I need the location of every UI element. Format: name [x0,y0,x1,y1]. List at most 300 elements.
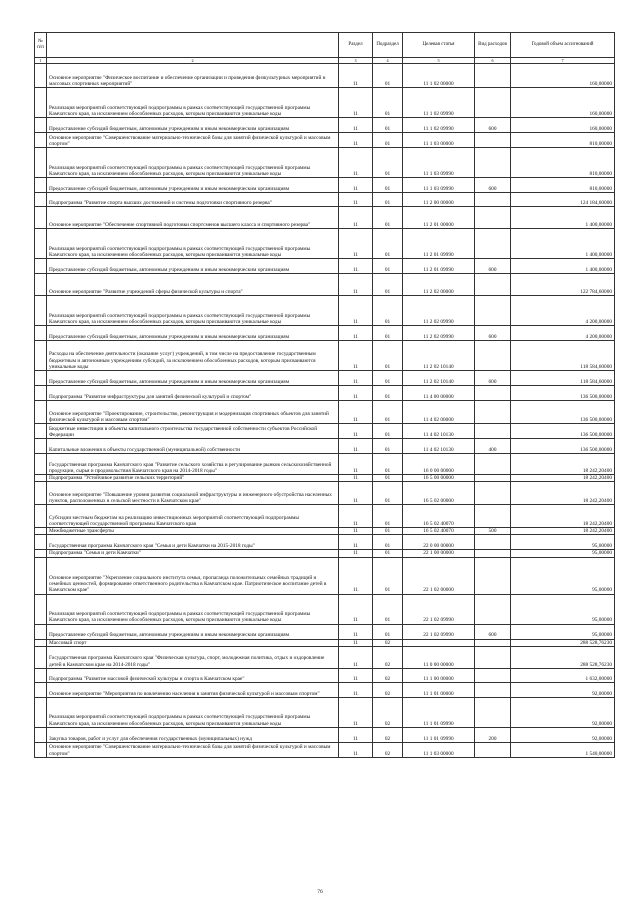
row-podrazdel: 01 [373,229,403,259]
row-razdel: 11 [339,259,373,274]
row-podrazdel: 01 [373,274,403,296]
table-body [35,64,615,758]
row-csr: 11 2 01 09990 [403,229,475,259]
row-podrazdel: 01 [373,386,403,401]
table-row [35,727,615,742]
row-csr: 11 4 02 00000 [403,401,475,424]
table-row [35,296,615,326]
row-razdel: 11 [339,668,373,682]
row-podrazdel: 01 [373,482,403,505]
row-name: Основное мероприятие "Совершенствование материально-технической базы для занятий физической культурой и массовым спортом" [47,133,339,148]
header-num: № п/п [35,33,47,58]
row-sum: 95,00000 [511,624,615,639]
table-row [35,668,615,682]
row-name: Закупка товаров, работ и услуг для обеспечения государственных (муниципальных) нужд [47,727,339,742]
row-vr [475,193,511,207]
row-number [35,557,47,594]
row-razdel: 11 [339,557,373,594]
row-name: Основное мероприятие "Развитие учреждений сферы физической культуры и спорта" [47,274,339,296]
row-csr: 11 1 02 09990 [403,118,475,133]
row-podrazdel: 01 [373,550,403,557]
row-name: Бюджетные инвестиции в объекты капитального строительства государственной собственности субъектов Российской Федерации [47,424,339,439]
row-csr: 11 2 01 09990 [403,259,475,274]
row-name: Субсидии местным бюджетам на реализацию инвестиционных мероприятий соответствующей подпрограммы соответствующей государственной программы Камчатского края [47,505,339,528]
row-csr: 16 5 02 00000 [403,482,475,505]
row-vr [475,424,511,439]
row-podrazdel: 01 [373,341,403,371]
row-number [35,193,47,207]
row-number [35,148,47,178]
row-podrazdel: 02 [373,697,403,727]
row-number [35,475,47,482]
row-sum: 18 242,20400 [511,482,615,505]
row-vr [475,639,511,646]
column-number: 6 [475,58,511,64]
row-razdel: 11 [339,296,373,326]
row-razdel: 11 [339,475,373,482]
row-number [35,274,47,296]
row-podrazdel: 01 [373,475,403,482]
row-sum: 160,00000 [511,64,615,88]
row-vr [475,482,511,505]
row-razdel: 11 [339,326,373,341]
row-vr [475,133,511,148]
row-sum: 95,00000 [511,535,615,550]
row-csr: 22 1 00 00000 [403,550,475,557]
header-podrazdel: Подраздел [373,33,403,58]
row-name: Основное мероприятие "Физическое воспитание и обеспечение организации и проведения физкультурных мероприятий и массовых спортивных мероприятий" [47,64,339,88]
row-number [35,296,47,326]
row-name: Реализация мероприятий соответствующей подпрограммы в рамках соответствующей государственной программы Камчатского края, за исключением обособленных расходов, которым присваиваются уникальные коды [47,594,339,624]
row-vr: 500 [475,528,511,535]
table-row [35,742,615,757]
row-sum: 118 584,60000 [511,371,615,386]
row-number [35,727,47,742]
row-name: Реализация мероприятий соответствующей подпрограммы в рамках соответствующей государственной программы Камчатского края, за исключением обособленных расходов, которым присваиваются уникальные коды [47,88,339,118]
table-row [35,64,615,88]
row-podrazdel: 01 [373,178,403,193]
row-csr: 22 1 02 09990 [403,594,475,624]
row-podrazdel: 02 [373,668,403,682]
row-number [35,401,47,424]
row-razdel: 11 [339,742,373,757]
row-sum: 18 242,20400 [511,528,615,535]
row-vr: 600 [475,326,511,341]
header-name [47,33,339,58]
row-sum: 136 500,00000 [511,386,615,401]
row-razdel: 11 [339,697,373,727]
row-name: Основное мероприятие "Повышение уровня развития социальной инфраструктуры и инженерного обустройства населенных пунктов, расположенных в сельской местности в Камчатском крае" [47,482,339,505]
row-number [35,535,47,550]
row-name: Расходы на обеспечение деятельности (оказание услуг) учреждений, в том числе на предоставление государственным бюджетным и автономным учреждениям субсидий, за исключением обособленных расходов, которым присваиваются уникальные коды [47,341,339,371]
table-row [35,207,615,229]
row-name: Предоставление субсидий бюджетным, автономным учреждениям и иным некоммерческим организациям [47,178,339,193]
row-number [35,697,47,727]
header-sum: Годовой объем ассигнований [511,33,615,58]
row-csr: 11 2 02 10140 [403,371,475,386]
table-row [35,439,615,454]
row-name: Предоставление субсидий бюджетным, автономным учреждениям и иным некоммерческим организациям [47,259,339,274]
row-vr [475,646,511,668]
row-vr [475,535,511,550]
table-row [35,371,615,386]
row-razdel: 11 [339,133,373,148]
row-razdel: 11 [339,424,373,439]
row-csr: 11 2 02 10140 [403,341,475,371]
row-csr: 22 0 00 00000 [403,535,475,550]
row-number [35,386,47,401]
row-razdel: 11 [339,341,373,371]
row-razdel: 11 [339,639,373,646]
page-number: 76 [317,889,323,895]
row-number [35,505,47,528]
table-header [35,33,615,64]
row-razdel: 11 [339,229,373,259]
row-podrazdel: 01 [373,594,403,624]
row-number [35,207,47,229]
column-number: 5 [403,58,475,64]
row-razdel: 11 [339,88,373,118]
row-name: Капитальные вложения в объекты государственной (муниципальной) собственности [47,439,339,454]
row-number [35,482,47,505]
row-name: Подпрограмма "Развитие инфраструктуры для занятий физической культурой и спортом" [47,386,339,401]
row-podrazdel: 01 [373,401,403,424]
row-number [35,178,47,193]
row-name: Основное мероприятие "Мероприятия по вовлечению населения в занятия физической культурой и массовым спортом" [47,682,339,697]
row-vr: 600 [475,178,511,193]
row-sum: 95,00000 [511,557,615,594]
row-number [35,439,47,454]
row-razdel: 11 [339,274,373,296]
row-csr: 11 4 02 10130 [403,424,475,439]
row-csr: 11 1 03 09990 [403,148,475,178]
table-row [35,424,615,439]
row-sum: 1 540,00000 [511,742,615,757]
row-razdel: 11 [339,624,373,639]
row-sum: 18 242,20400 [511,505,615,528]
budget-allocation-table [34,32,615,758]
column-number: 4 [373,58,403,64]
table-row [35,528,615,535]
row-name: Предоставление субсидий бюджетным, автономным учреждениям и иным некоммерческим организациям [47,624,339,639]
row-sum: 810,00000 [511,148,615,178]
column-number: 2 [47,58,339,64]
row-podrazdel: 01 [373,64,403,88]
row-csr: 11 2 00 00000 [403,193,475,207]
row-podrazdel: 02 [373,727,403,742]
table-row [35,178,615,193]
table-row [35,535,615,550]
row-sum: 136 500,00000 [511,439,615,454]
row-csr: 16 5 02 40070 [403,528,475,535]
row-podrazdel: 01 [373,296,403,326]
row-number [35,639,47,646]
row-csr: 16 5 00 00000 [403,475,475,482]
row-csr: 11 2 02 09990 [403,326,475,341]
row-podrazdel: 01 [373,371,403,386]
row-number [35,118,47,133]
row-podrazdel: 01 [373,535,403,550]
row-name: Государственная программа Камчатского края "Развитие сельского хозяйства и регулирование рынков сельскохозяйственной продукции, сырья и продовольствия Камчатского края на 2014-2018 годы" [47,454,339,475]
row-name: Подпрограмма "Устойчивое развитие сельских территорий" [47,475,339,482]
row-razdel: 11 [339,528,373,535]
row-number [35,326,47,341]
row-podrazdel: 01 [373,148,403,178]
row-podrazdel: 02 [373,639,403,646]
row-csr: 22 1 02 00000 [403,557,475,594]
row-podrazdel: 01 [373,193,403,207]
row-number [35,594,47,624]
row-number [35,64,47,88]
row-csr: 11 1 01 09990 [403,727,475,742]
header-vr: Вид расходов [475,33,511,58]
row-sum: 1 400,00000 [511,229,615,259]
row-vr [475,88,511,118]
table-row [35,550,615,557]
row-razdel: 11 [339,682,373,697]
row-name: Реализация мероприятий соответствующей подпрограммы в рамках соответствующей государственной программы Камчатского края, за исключением обособленных расходов, которым присваиваются уникальные коды [47,697,339,727]
row-sum: 118 584,60000 [511,341,615,371]
table-row [35,229,615,259]
row-razdel: 11 [339,482,373,505]
row-razdel: 11 [339,193,373,207]
table-row [35,682,615,697]
row-podrazdel: 01 [373,88,403,118]
row-number [35,371,47,386]
row-number [35,682,47,697]
row-podrazdel: 01 [373,118,403,133]
row-podrazdel: 01 [373,557,403,594]
row-razdel: 11 [339,386,373,401]
row-razdel: 11 [339,64,373,88]
row-sum: 92,00000 [511,682,615,697]
row-vr [475,386,511,401]
row-name: Межбюджетные трансферты [47,528,339,535]
row-razdel: 11 [339,646,373,668]
row-name: Государственная программа Камчатского края "Семья и дети Камчатки на 2015-2018 годы" [47,535,339,550]
row-razdel: 11 [339,401,373,424]
row-number [35,528,47,535]
row-csr: 11 4 02 10130 [403,439,475,454]
table-row [35,259,615,274]
table-row [35,557,615,594]
table-row [35,646,615,668]
row-number [35,88,47,118]
row-name: Основное мероприятие "Укрепление социального института семьи, пропаганда положительных семейных традиций и семейных ценностей, формирование ответственного родительства в Камчатском крае. Патриотическое воспитание детей в Камчатском крае" [47,557,339,594]
row-razdel: 11 [339,118,373,133]
row-vr [475,550,511,557]
row-number [35,624,47,639]
row-number [35,454,47,475]
row-podrazdel: 01 [373,259,403,274]
table-row [35,624,615,639]
column-number: 3 [339,58,373,64]
row-razdel: 11 [339,505,373,528]
row-name: Предоставление субсидий бюджетным, автономным учреждениям и иным некоммерческим организациям [47,326,339,341]
row-razdel: 11 [339,535,373,550]
row-sum: 810,00000 [511,178,615,193]
row-csr: 16 5 02 40070 [403,505,475,528]
row-razdel: 11 [339,454,373,475]
row-podrazdel: 01 [373,528,403,535]
row-vr [475,296,511,326]
row-vr [475,682,511,697]
row-vr [475,668,511,682]
row-number [35,646,47,668]
table-row [35,454,615,475]
row-csr: 11 1 03 09990 [403,178,475,193]
row-name: Подпрограмма "Развитие массовой физической культуры и спорта в Камчатском крае" [47,668,339,682]
row-podrazdel: 01 [373,624,403,639]
row-number [35,550,47,557]
row-vr [475,697,511,727]
row-sum: 4 200,00000 [511,326,615,341]
row-vr [475,475,511,482]
row-name: Основное мероприятие "Обеспечение спортивной подготовки спортсменов высшего класса и спортивного резерва" [47,207,339,229]
row-sum: 92,00000 [511,727,615,742]
row-name: Основное мероприятие "Совершенствование материально-технической базы для занятий физической культурой и массовым спортом" [47,742,339,757]
row-sum: 124 184,60000 [511,193,615,207]
row-sum: 160,00000 [511,88,615,118]
row-razdel: 11 [339,178,373,193]
row-name: Подпрограмма "Развитие спорта высших достижений и системы подготовки спортивного резерва" [47,193,339,207]
row-podrazdel: 01 [373,326,403,341]
row-vr [475,454,511,475]
row-sum: 136 500,00000 [511,424,615,439]
row-sum: 122 784,60000 [511,274,615,296]
row-sum: 1 400,00000 [511,259,615,274]
row-sum: 160,00000 [511,118,615,133]
table-row [35,482,615,505]
row-number [35,259,47,274]
row-csr: 11 1 00 00000 [403,668,475,682]
row-podrazdel: 01 [373,133,403,148]
table-row [35,193,615,207]
table-row [35,697,615,727]
row-csr [403,639,475,646]
row-vr [475,229,511,259]
row-csr: 11 2 02 00000 [403,274,475,296]
row-podrazdel: 01 [373,207,403,229]
row-razdel: 11 [339,207,373,229]
row-vr: 600 [475,371,511,386]
row-vr [475,557,511,594]
row-name: Реализация мероприятий соответствующей подпрограммы в рамках соответствующей государственной программы Камчатского края, за исключением обособленных расходов, которым присваиваются уникальные коды [47,229,339,259]
row-podrazdel: 01 [373,424,403,439]
budget-table-container [34,32,614,758]
row-csr: 11 1 02 09990 [403,88,475,118]
row-razdel: 11 [339,550,373,557]
row-name: Предоставление субсидий бюджетным, автономным учреждениям и иным некоммерческим организациям [47,118,339,133]
row-vr: 200 [475,727,511,742]
table-row [35,401,615,424]
row-vr: 600 [475,259,511,274]
row-vr [475,401,511,424]
row-podrazdel: 02 [373,742,403,757]
row-sum: 95,00000 [511,594,615,624]
row-name: Основное мероприятие "Проектирование, строительство, реконструкция и модернизация спортивных объектов для занятий физической культурой и массовым спортом" [47,401,339,424]
row-sum: 136 500,00000 [511,401,615,424]
row-vr: 400 [475,439,511,454]
row-razdel: 11 [339,439,373,454]
row-razdel: 11 [339,727,373,742]
row-number [35,229,47,259]
row-vr [475,148,511,178]
row-csr: 11 0 00 00000 [403,646,475,668]
row-sum: 4 200,00000 [511,296,615,326]
row-podrazdel: 01 [373,454,403,475]
row-csr: 11 1 03 00000 [403,133,475,148]
row-vr [475,594,511,624]
row-vr: 600 [475,118,511,133]
row-razdel: 11 [339,148,373,178]
row-name: Массовый спорт [47,639,339,646]
row-csr: 11 4 00 00000 [403,386,475,401]
row-sum: 810,00000 [511,133,615,148]
table-row [35,88,615,118]
row-name: Реализация мероприятий соответствующей подпрограммы в рамках соответствующей государственной программы Камчатского края, за исключением обособленных расходов, которым присваиваются уникальные коды [47,148,339,178]
row-name: Реализация мероприятий соответствующей подпрограммы в рамках соответствующей государственной программы Камчатского края, за исключением обособленных расходов, которым присваиваются уникальные коды [47,296,339,326]
table-row [35,639,615,646]
row-number [35,424,47,439]
table-row [35,594,615,624]
table-row [35,386,615,401]
row-sum: 18 242,20400 [511,454,615,475]
table-row [35,341,615,371]
row-name: Предоставление субсидий бюджетным, автономным учреждениям и иным некоммерческим организациям [47,371,339,386]
row-csr: 22 1 02 09990 [403,624,475,639]
row-name: Подпрограмма "Семья и дети Камчатки" [47,550,339,557]
row-vr [475,64,511,88]
row-csr: 11 2 02 09990 [403,296,475,326]
row-vr [475,742,511,757]
row-csr: 16 0 00 00000 [403,454,475,475]
row-sum: 1 400,00000 [511,207,615,229]
row-sum: 1 632,00000 [511,668,615,682]
row-sum: 288 528,76230 [511,639,615,646]
row-vr [475,274,511,296]
header-razdel: Раздел [339,33,373,58]
row-sum: 288 528,76230 [511,646,615,668]
row-podrazdel: 01 [373,505,403,528]
row-sum: 18 242,20400 [511,475,615,482]
row-sum: 95,00000 [511,550,615,557]
row-podrazdel: 01 [373,439,403,454]
row-razdel: 11 [339,371,373,386]
table-row [35,505,615,528]
row-vr [475,341,511,371]
row-name: Государственная программа Камчатского края "Физическая культура, спорт, молодежная политика, отдых и оздоровление детей в Камчатском крае на 2014-2018 годы" [47,646,339,668]
row-vr [475,505,511,528]
row-csr: 11 1 01 09990 [403,697,475,727]
column-number: 7 [511,58,615,64]
row-csr: 11 1 01 00000 [403,682,475,697]
table-row [35,326,615,341]
table-row [35,274,615,296]
row-number [35,742,47,757]
row-razdel: 11 [339,594,373,624]
table-row [35,475,615,482]
row-number [35,668,47,682]
column-number: 1 [35,58,47,64]
header-csr: Целевая статья [403,33,475,58]
row-number [35,341,47,371]
row-number [35,133,47,148]
table-row [35,118,615,133]
row-csr: 11 2 01 00000 [403,207,475,229]
table-row [35,148,615,178]
table-row [35,133,615,148]
